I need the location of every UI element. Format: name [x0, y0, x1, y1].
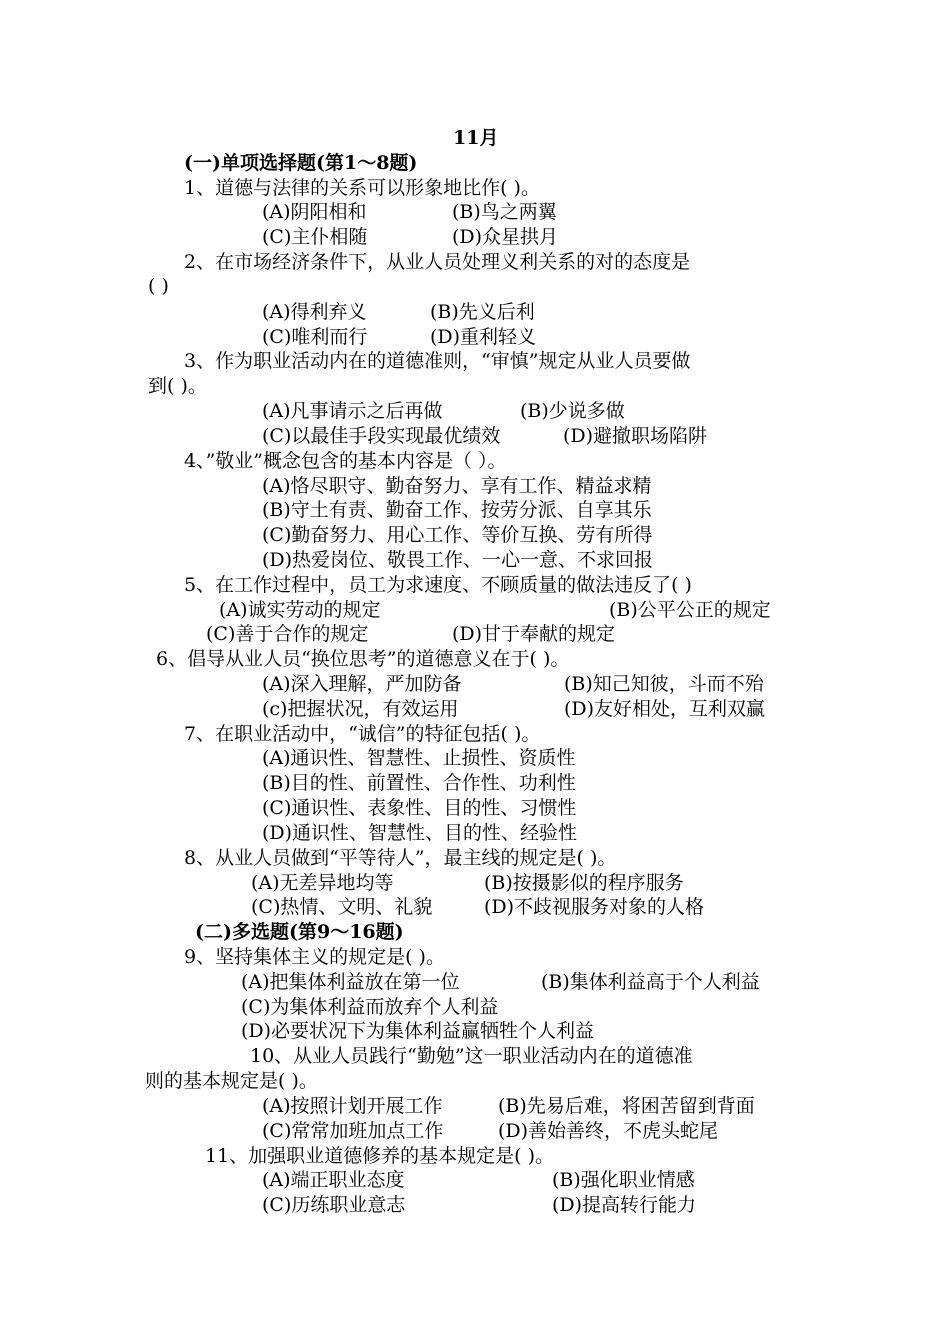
question-10-stem: 10、从业人员践行“勤勉”这一职业活动内在的道德准 — [250, 1045, 693, 1067]
section-heading-multiple-choice: (二)多选题(第9～16题) — [195, 921, 404, 943]
question-1-option-c: (C)主仆相随 — [262, 226, 368, 248]
question-10-stem-cont: 则的基本规定是( )。 — [145, 1070, 318, 1092]
question-1-stem: 1、道德与法律的关系可以形象地比作( )。 — [184, 177, 540, 199]
question-8-option-b: (B)按摄影似的程序服务 — [484, 872, 684, 894]
question-5-option-d: (D)甘于奉献的规定 — [452, 623, 616, 645]
question-6-option-d: (D)友好相处，互利双赢 — [564, 698, 766, 720]
question-4-option-c: (C)勤奋努力、用心工作、等价互换、劳有所得 — [262, 524, 653, 546]
question-9-stem: 9、坚持集体主义的规定是( )。 — [184, 946, 445, 968]
question-8-stem: 8、从业人员做到“平等待人”，最主线的规定是( )。 — [184, 847, 617, 869]
question-10-option-d: (D)善始善终，不虎头蛇尾 — [498, 1120, 719, 1142]
question-9-option-d: (D)必要状况下为集体利益赢牺牲个人利益 — [241, 1020, 595, 1042]
question-1-option-a: (A)阴阳相和 — [262, 201, 367, 223]
question-6-option-c: (c)把握状况，有效运用 — [262, 698, 459, 720]
question-5-stem: 5、在工作过程中，员工为求速度、不顾质量的做法违反了( ) — [184, 574, 692, 596]
question-6-option-a: (A)深入理解，严加防备 — [262, 673, 462, 695]
question-8-option-c: (C)热情、文明、礼貌 — [251, 896, 433, 918]
question-4-stem: 4、”敬业”概念包含的基本内容是（ ）。 — [184, 450, 507, 472]
question-4-option-b: (B)守土有责、勤奋工作、按劳分派、自享其乐 — [262, 499, 652, 521]
question-8-option-a: (A)无差异地均等 — [251, 872, 394, 894]
question-4-option-d: (D)热爱岗位、敬畏工作、一心一意、不求回报 — [262, 549, 654, 571]
question-2-option-c: (C)唯利而行 — [262, 326, 368, 348]
question-2-stem: 2、在市场经济条件下，从业人员处理义利关系的对的态度是 — [184, 251, 691, 273]
question-9-option-a: (A)把集体利益放在第一位 — [241, 971, 460, 993]
question-11-option-c: (C)历练职业意志 — [262, 1194, 406, 1216]
question-7-option-b: (B)目的性、前置性、合作性、功利性 — [262, 772, 576, 794]
question-2-option-a: (A)得利弃义 — [262, 301, 367, 323]
section-heading-single-choice: (一)单项选择题(第1～8题) — [184, 152, 418, 174]
question-9-option-c: (C)为集体利益而放弃个人利益 — [241, 996, 499, 1018]
question-3-option-b: (B)少说多做 — [520, 400, 625, 422]
question-2-stem-cont: ( ) — [148, 275, 169, 297]
question-7-option-a: (A)通识性、智慧性、止损性、资质性 — [262, 747, 576, 769]
question-3-stem-cont: 到( )。 — [148, 375, 207, 397]
question-5-option-c: (C)善于合作的规定 — [206, 623, 369, 645]
question-7-option-d: (D)通识性、智慧性、目的性、经验性 — [262, 822, 578, 844]
question-11-option-d: (D)提高转行能力 — [552, 1194, 697, 1216]
question-5-option-a: (A)诚实劳动的规定 — [219, 599, 381, 621]
question-3-option-d: (D)避撤职场陷阱 — [563, 425, 708, 447]
question-1-option-b: (B)鸟之两翼 — [452, 201, 557, 223]
question-2-option-b: (B)先义后利 — [430, 301, 535, 323]
question-11-option-b: (B)强化职业情感 — [552, 1169, 695, 1191]
question-3-stem: 3、作为职业活动内在的道德准则，“审慎”规定从业人员要做 — [184, 350, 691, 372]
page-title: 11月 — [453, 127, 499, 149]
question-3-option-a: (A)凡事请示之后再做 — [262, 400, 443, 422]
question-11-option-a: (A)端正职业态度 — [262, 1169, 405, 1191]
question-6-stem: 6、倡导从业人员“换位思考”的道德意义在于( )。 — [156, 648, 570, 670]
question-10-option-b: (B)先易后难，将困苦留到背面 — [498, 1095, 755, 1117]
question-4-option-a: (A)恪尽职守、勤奋努力、享有工作、精益求精 — [262, 475, 652, 497]
question-7-stem: 7、在职业活动中，“诚信”的特征包括( )。 — [184, 723, 541, 745]
question-5-option-b: (B)公平公正的规定 — [609, 599, 771, 621]
question-3-option-c: (C)以最佳手段实现最优绩效 — [262, 425, 501, 447]
question-2-option-d: (D)重利轻义 — [430, 326, 537, 348]
question-7-option-c: (C)通识性、表象性、目的性、习惯性 — [262, 797, 577, 819]
question-10-option-c: (C)常常加班加点工作 — [262, 1120, 444, 1142]
question-1-option-d: (D)众星拱月 — [452, 226, 559, 248]
question-10-option-a: (A)按照计划开展工作 — [262, 1095, 443, 1117]
question-9-option-b: (B)集体利益高于个人利益 — [541, 971, 760, 993]
question-8-option-d: (D)不歧视服务对象的人格 — [484, 896, 705, 918]
question-11-stem: 11、加强职业道德修养的基本规定是( )。 — [205, 1145, 555, 1167]
question-6-option-b: (B)知己知彼，斗而不殆 — [564, 673, 764, 695]
